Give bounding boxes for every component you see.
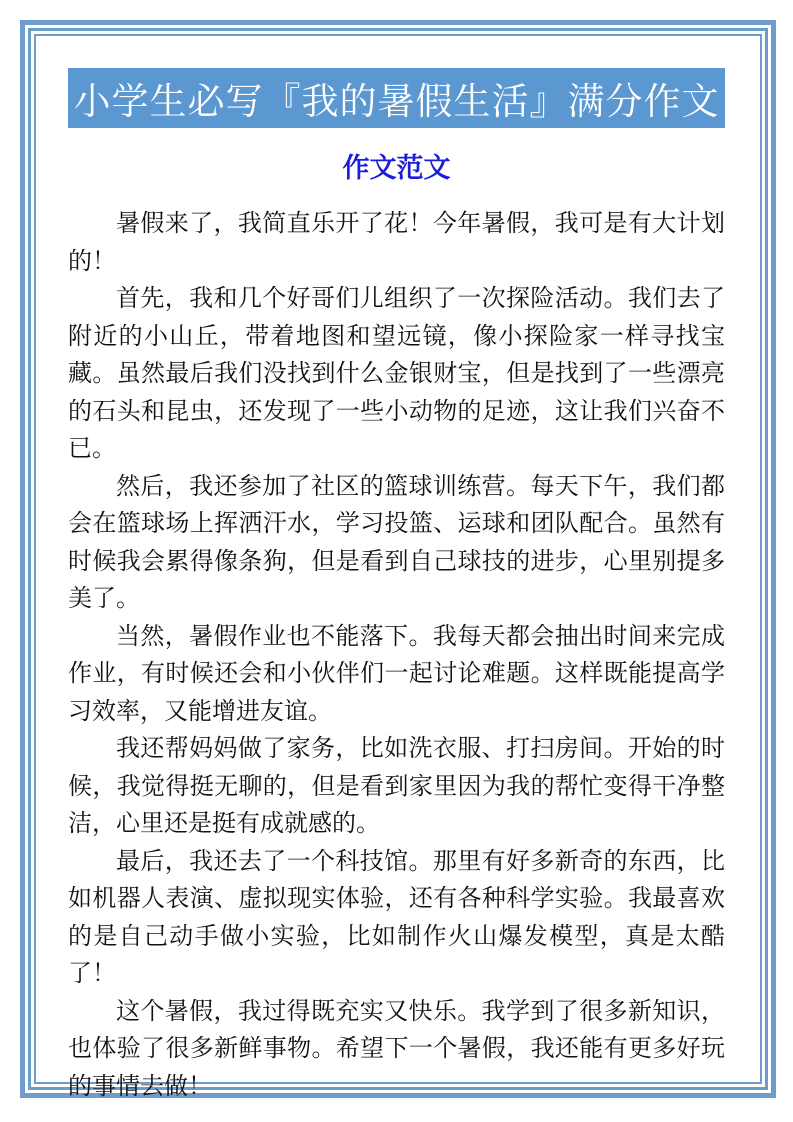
essay-paragraph: 这个暑假，我过得既充实又快乐。我学到了很多新知识，也体验了很多新鲜事物。希望下一个暑假，我还能有更多好玩的事情去做！ xyxy=(68,997,725,1100)
essay-paragraph: 当然，暑假作业也不能落下。我每天都会抽出时间来完成作业，有时候还会和小伙伴们一起讨论难题。这样既能提高学习效率，又能增进友谊。 xyxy=(68,622,725,725)
essay-paragraph: 我还帮妈妈做了家务，比如洗衣服、打扫房间。开始的时候，我觉得挺无聊的，但是看到家里因为我的帮忙变得干净整洁，心里还是挺有成就感的。 xyxy=(68,735,725,837)
essay-paragraph: 然后，我还参加了社区的篮球训练营。每天下午，我们都会在篮球场上挥洒汗水，学习投篮、运球和团队配合。虽然有时候我会累得像条狗，但是看到自己球技的进步，心里别提多美了。 xyxy=(68,472,725,612)
title-banner xyxy=(68,68,725,128)
essay-paragraph: 暑假来了，我简直乐开了花！今年暑假，我可是有大计划的！ xyxy=(68,210,725,275)
essay-paragraph: 最后，我还去了一个科技馆。那里有好多新奇的东西，比如机器人表演、虚拟现实体验，还有各种科学实验。我最喜欢的是自己动手做小实验，比如制作火山爆发模型，真是太酷了！ xyxy=(68,847,725,987)
essay-paragraph: 首先，我和几个好哥们儿组织了一次探险活动。我们去了附近的小山丘，带着地图和望远镜，像小探险家一样寻找宝藏。虽然最后我们没找到什么金银财宝，但是找到了一些漂亮的石头和昆虫，还发现了一些小动物的足迹，这让我们兴奋不已。 xyxy=(68,285,725,462)
subtitle: 作文范文 xyxy=(342,153,451,183)
page-title: 小学生必写『我的暑假生活』满分作文 xyxy=(73,82,720,123)
essay xyxy=(68,205,725,1105)
